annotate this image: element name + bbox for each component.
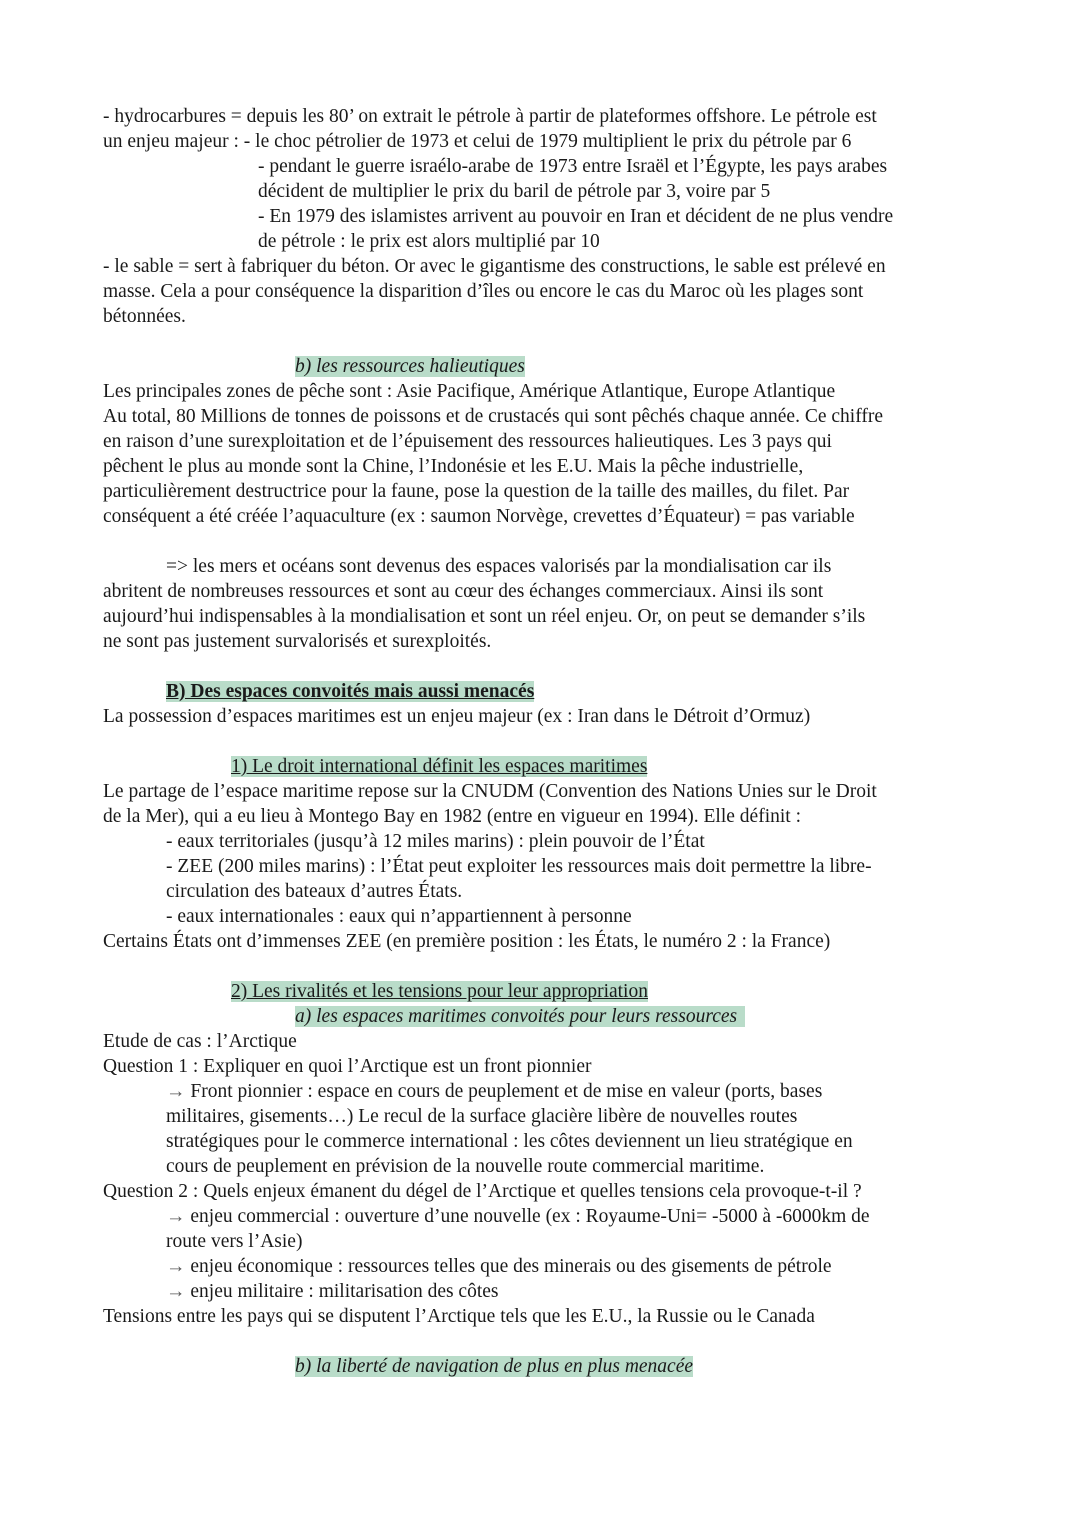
text-line: masse. Cela a pour conséquence la disparition d’îles ou encore le cas du Maroc où les plages sont [103,281,864,302]
text-line: → Front pionnier : espace en cours de peuplement et de mise en valeur (ports, bases [166,1081,823,1102]
subheading-liberte-navigation: b) la liberté de navigation de plus en plus menacée [295,1356,694,1377]
text-line: - En 1979 des islamistes arrivent au pouvoir en Iran et décident de ne plus vendre [258,206,894,227]
heading-B: B) Des espaces convoités mais aussi menacés [166,681,535,702]
text-line: ne sont pas justement survalorisés et surexploités. [103,631,492,652]
text-line: Certains États ont d’immenses ZEE (en première position : les États, le numéro 2 : la France) [103,931,831,952]
text-line: Le partage de l’espace maritime repose sur la CNUDM (Convention des Nations Unies sur le Droit [103,781,877,802]
text-line: - hydrocarbures = depuis les 80’ on extrait le pétrole à partir de plateformes offshore. Le pétrole est [103,106,877,127]
text-line: conséquent a été créée l’aquaculture (ex : saumon Norvège, crevettes d’Équateur) = pas variable [103,506,855,527]
text-line: circulation des bateaux d’autres États. [166,881,463,902]
text-line: Question 2 : Quels enjeux émanent du dégel de l’Arctique et quelles tensions cela provoque-t-il ? [103,1181,862,1202]
text-line: - ZEE (200 miles marins) : l’État peut exploiter les ressources mais doit permettre la libre- [166,856,872,877]
text-line: décident de multiplier le prix du baril de pétrole par 3, voire par 5 [258,181,771,202]
text-line: - le sable = sert à fabriquer du béton. Or avec le gigantisme des constructions, le sable est prélevé en [103,256,886,277]
arrow-right-icon: → [166,1281,186,1302]
text-line: abritent de nombreuses ressources et sont au cœur des échanges commerciaux. Ainsi ils sont [103,581,824,602]
text-line: de pétrole : le prix est alors multiplié par 10 [258,231,600,252]
arrow-right-icon: → [166,1256,186,1277]
text-line: - eaux territoriales (jusqu’à 12 miles marins) : plein pouvoir de l’État [166,831,705,852]
text-line: Question 1 : Expliquer en quoi l’Arctique est un front pionnier [103,1056,592,1077]
arrow-right-icon: → [166,1206,186,1227]
text-line: - eaux internationales : eaux qui n’appartiennent à personne [166,906,632,927]
text-line: - pendant le guerre israélo-arabe de 1973 entre Israël et l’Égypte, les pays arabes [258,156,888,177]
text-line: militaires, gisements…) Le recul de la surface glacière libère de nouvelles routes [166,1106,798,1127]
text-line: un enjeu majeur : - le choc pétrolier de 1973 et celui de 1979 multiplient le prix du pétrole par 6 [103,131,852,152]
text-line: de la Mer), qui a eu lieu à Montego Bay en 1982 (entre en vigueur en 1994). Elle définit : [103,806,801,827]
subheading-convoites: a) les espaces maritimes convoités pour leurs ressources [295,1004,745,1029]
text-line: particulièrement destructrice pour la faune, pose la question de la taille des mailles, du filet. Par [103,481,850,502]
heading-rivalites: 2) Les rivalités et les tensions pour leur appropriation [231,981,648,1002]
text-line: Tensions entre les pays qui se disputent l’Arctique tels que les E.U., la Russie ou le Canada [103,1306,815,1327]
text-line: => les mers et océans sont devenus des espaces valorisés par la mondialisation car ils [166,556,832,577]
text-line: route vers l’Asie) [166,1231,303,1252]
text-line: cours de peuplement en prévision de la nouvelle route commercial maritime. [166,1156,765,1177]
text-line: aujourd’hui indispensables à la mondialisation et sont un réel enjeu. Or, on peut se demander s’ils [103,606,866,627]
arrow-right-icon: → [166,1081,186,1102]
text-line: pêchent le plus au monde sont la Chine, l’Indonésie et les E.U. Mais la pêche industrielle, [103,456,804,477]
text-line: stratégiques pour le commerce international : les côtes deviennent un lieu stratégique en [166,1131,853,1152]
text-line: Etude de cas : l’Arctique [103,1031,297,1052]
text-line: bétonnées. [103,306,186,327]
text-line: en raison d’une surexploitation et de l’épuisement des ressources halieutiques. Les 3 pays qui [103,431,832,452]
text-line: Les principales zones de pêche sont : Asie Pacifique, Amérique Atlantique, Europe Atlantique [103,381,836,402]
text-line: → enjeu militaire : militarisation des côtes [166,1281,499,1302]
text-line: Au total, 80 Millions de tonnes de poissons et de crustacés qui sont pêchés chaque année. Ce chiffre [103,406,883,427]
subheading-halieutiques: b) les ressources halieutiques [295,356,525,377]
text-line: → enjeu économique : ressources telles que des minerais ou des gisements de pétrole [166,1256,832,1277]
text-line: → enjeu commercial : ouverture d’une nouvelle (ex : Royaume-Uni= -5000 à -6000km de [166,1206,870,1227]
heading-droit-international: 1) Le droit international définit les espaces maritimes [231,756,648,777]
text-line: La possession d’espaces maritimes est un enjeu majeur (ex : Iran dans le Détroit d’Ormuz) [103,706,811,727]
